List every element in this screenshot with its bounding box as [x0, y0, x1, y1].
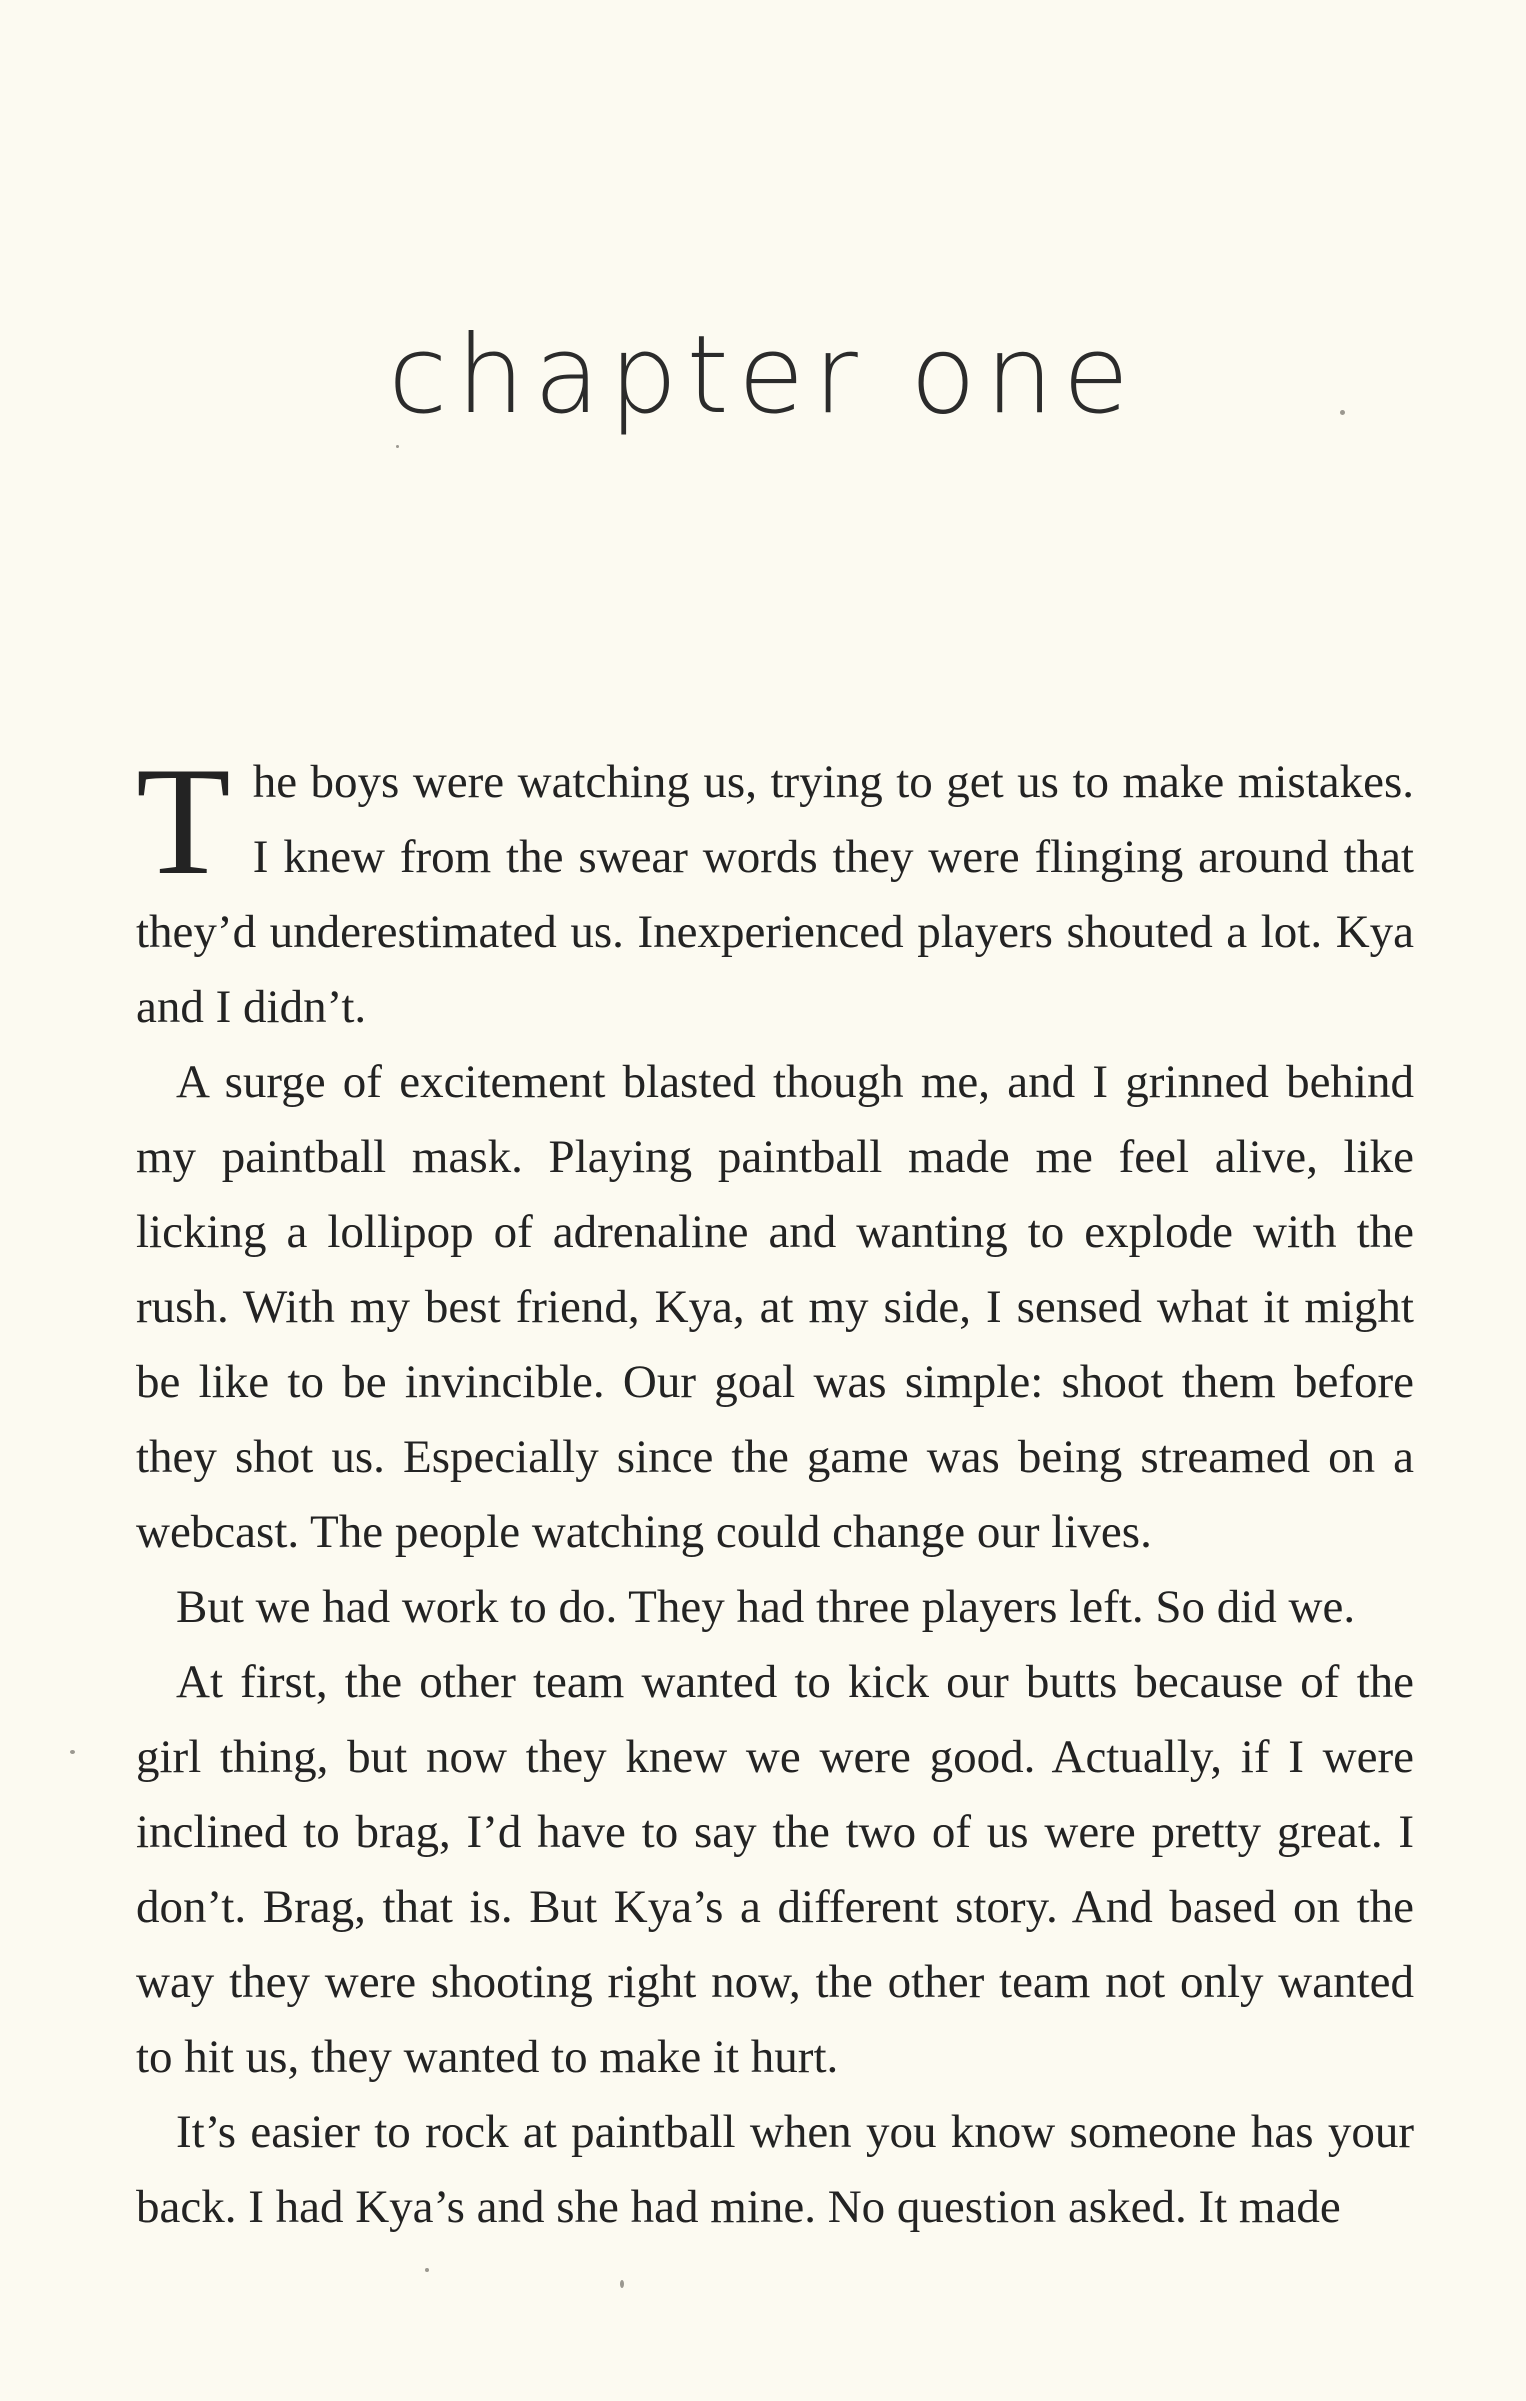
- chapter-title: chapter one: [387, 313, 1139, 438]
- paragraph-1-text: he boys were watching us, trying to get us to make mistakes. I knew from the swear words they were flinging around that they’d underestimated us. Inexperienced players shouted a lot. Kya and I didn’t.: [136, 756, 1414, 1033]
- scan-speck: [425, 2268, 429, 2272]
- scan-speck: [1340, 410, 1345, 415]
- scan-speck: [396, 445, 399, 448]
- paragraph-1: [136, 735, 1414, 1045]
- paragraph-4: At first, the other team wanted to kick our butts because of the girl thing, but now they knew we were good. Actually, if I were inclined to brag, I’d have to say the two of us were pretty great. I don’t. Brag, that is. But Kya’s a different story. And based on the way they were shooting right now, the other team not only wanted to hit us, they wanted to make it hurt.: [136, 1656, 1414, 2083]
- scan-speck: [620, 2280, 624, 2288]
- paragraph-3: But we had work to do. They had three players left. So did we.: [176, 1581, 1356, 1633]
- scan-speck: [70, 1750, 75, 1754]
- drop-cap: T: [136, 735, 231, 907]
- chapter-body: [136, 735, 1414, 2245]
- paragraph-5: It’s easier to rock at paintball when you know someone has your back. I had Kya’s and she had mine. No question asked. It made: [136, 2106, 1414, 2233]
- paragraph-2: A surge of excitement blasted though me, and I grinned behind my paintball mask. Playing paintball made me feel alive, like licking a lollipop of adrenaline and wanting to explode with the rush. With my best friend, Kya, at my side, I sensed what it might be like to be invincible. Our goal was simple: shoot them before they shot us. Especially since the game was being streamed on a webcast. The people watching could change our lives.: [136, 1056, 1414, 1558]
